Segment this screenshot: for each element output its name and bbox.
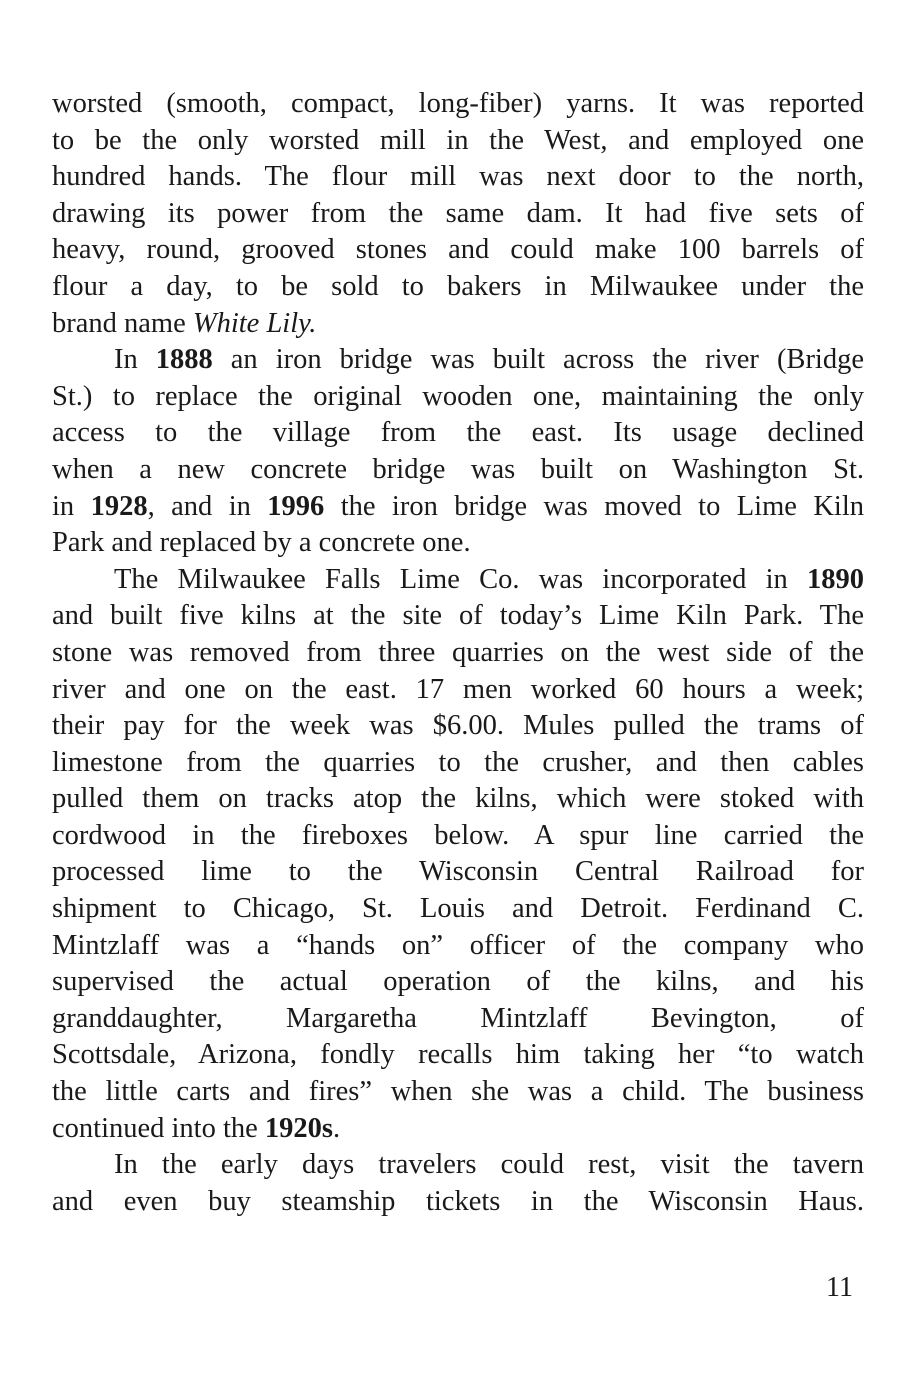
text-line [52, 1147, 864, 1184]
text-line [52, 964, 864, 1001]
text-line [52, 306, 864, 343]
text-run: continued into the [52, 1112, 265, 1144]
text-run: cordwood in the fireboxes below. A spur line carried the [52, 819, 864, 851]
paragraph [52, 342, 864, 562]
text-run: processed lime to the Wisconsin Central Railroad for [52, 856, 864, 888]
text-line [52, 379, 864, 416]
text-run: brand name [52, 307, 193, 339]
paragraph [52, 562, 864, 1148]
italic-text: White Lily. [192, 307, 317, 339]
text-line [52, 781, 864, 818]
text-line [52, 159, 864, 196]
text-line [52, 1037, 864, 1074]
text-run: In [114, 344, 156, 376]
text-line [52, 269, 864, 306]
text-run: stone was removed from three quarries on the west side of the [52, 636, 864, 668]
text-run: . [333, 1112, 341, 1144]
text-line [52, 708, 864, 745]
text-line [52, 818, 864, 855]
text-line [52, 672, 864, 709]
text-line [52, 525, 864, 562]
text-run: Scottsdale, Arizona, fondly recalls him taking her “to watch [52, 1039, 864, 1071]
text-run: an iron bridge was built across the river (Bridge [212, 344, 864, 376]
text-line [52, 928, 864, 965]
text-run: pulled them on tracks atop the kilns, which were stoked with [52, 783, 864, 815]
text-line [52, 745, 864, 782]
text-line [52, 891, 864, 928]
text-line [52, 1001, 864, 1038]
text-line [52, 489, 864, 526]
page-number: 11 [826, 1272, 853, 1303]
text-run: The Milwaukee Falls Lime Co. was incorporated in [114, 563, 807, 595]
text-run: Park and replaced by a concrete one. [52, 527, 471, 559]
text-line [52, 562, 864, 599]
text-line [52, 232, 864, 269]
text-run: access to the village from the east. Its usage declined [52, 417, 864, 449]
text-run: flour a day, to be sold to bakers in Milwaukee under the [52, 270, 864, 302]
text-run: limestone from the quarries to the crusher, and then cables [52, 746, 864, 778]
text-run: Mintzlaff was a “hands on” officer of the company who [52, 929, 864, 961]
text-line [52, 598, 864, 635]
text-line [52, 86, 864, 123]
text-run: heavy, round, grooved stones and could make 100 barrels of [52, 234, 864, 266]
text-run: drawing its power from the same dam. It had five sets of [52, 197, 864, 229]
text-line [52, 1184, 864, 1221]
text-line [52, 452, 864, 489]
text-line [52, 1111, 864, 1148]
bold-year: 1890 [807, 563, 864, 595]
text-line [52, 415, 864, 452]
paragraph [52, 1147, 864, 1220]
paragraph [52, 86, 864, 342]
text-run: and built five kilns at the site of today’s Lime Kiln Park. The [52, 600, 864, 632]
text-run: shipment to Chicago, St. Louis and Detroit. Ferdinand C. [52, 893, 864, 925]
text-run: supervised the actual operation of the kilns, and his [52, 966, 864, 998]
text-run: hundred hands. The flour mill was next door to the north, [52, 161, 864, 193]
text-run: granddaughter, Margaretha Mintzlaff Bevington, of [52, 1002, 864, 1034]
text-run: when a new concrete bridge was built on Washington St. [52, 453, 864, 485]
text-run: river and one on the east. 17 men worked 60 hours a week; [52, 673, 864, 705]
bold-year: 1928 [90, 490, 148, 522]
text-line [52, 1074, 864, 1111]
text-run: in [52, 490, 91, 522]
text-line [52, 123, 864, 160]
text-run: worsted (smooth, compact, long-fiber) yarns. It was reported [52, 88, 864, 119]
body-text [52, 86, 864, 1220]
bold-year: 1996 [267, 490, 325, 522]
text-line [52, 342, 864, 379]
text-run: their pay for the week was $6.00. Mules pulled the trams of [52, 710, 864, 742]
text-run: the little carts and fires” when she was a child. The business [52, 1076, 864, 1108]
text-run: to be the only worsted mill in the West, and employed one [52, 124, 864, 156]
text-run: and even buy steamship tickets in the Wisconsin Haus. [52, 1185, 864, 1217]
text-run: St.) to replace the original wooden one, maintaining the only [52, 380, 864, 412]
text-run: , and in [147, 490, 268, 522]
text-line [52, 854, 864, 891]
text-line [52, 635, 864, 672]
text-line [52, 196, 864, 233]
bold-year: 1888 [155, 344, 213, 376]
bold-year: 1920s [264, 1112, 334, 1144]
text-run: In the early days travelers could rest, visit the tavern [114, 1149, 864, 1181]
text-run: the iron bridge was moved to Lime Kiln [324, 490, 864, 522]
